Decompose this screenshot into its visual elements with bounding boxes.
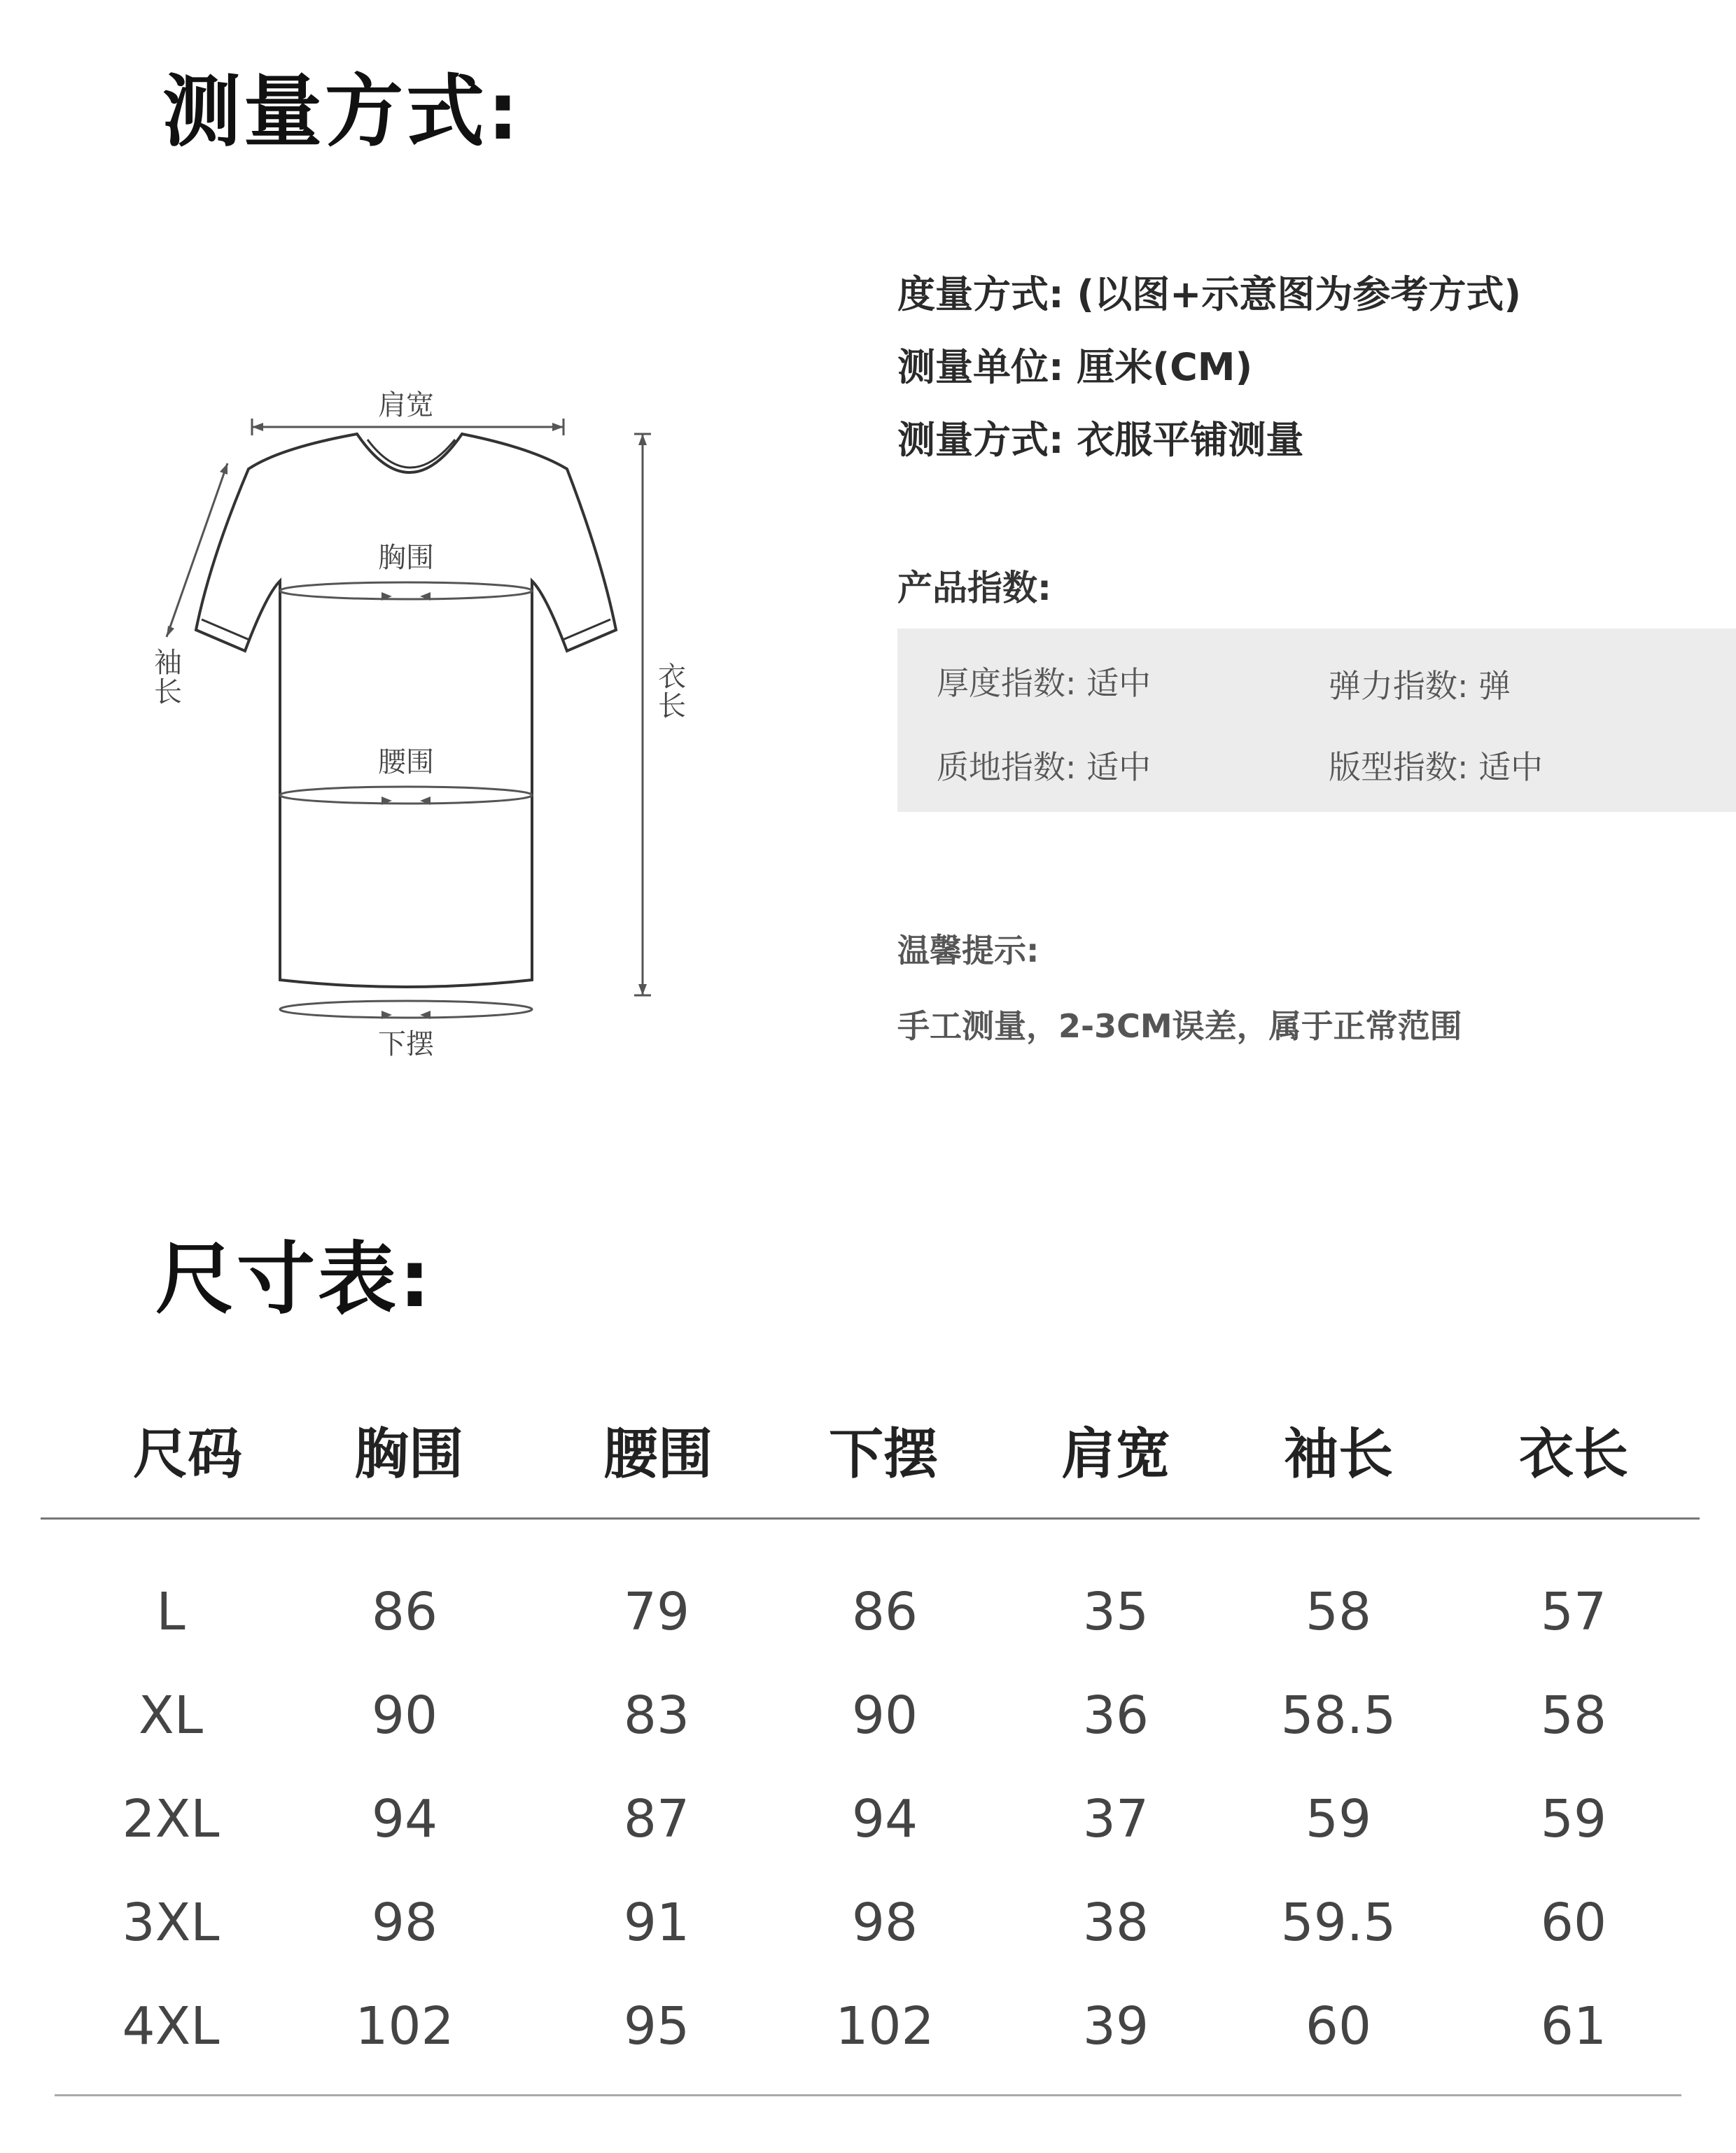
spec-line: 测量方式: 衣服平铺测量 xyxy=(897,418,1304,462)
cell-sleeve: 58 xyxy=(1305,1582,1372,1642)
index-item: 厚度指数: 适中 xyxy=(937,664,1152,702)
cell-chest: 94 xyxy=(371,1789,438,1849)
cell-length: 60 xyxy=(1540,1893,1607,1953)
cell-chest: 102 xyxy=(355,1996,454,2056)
tip-title: 温馨提示: xyxy=(897,932,1040,969)
cell-waist: 95 xyxy=(623,1996,690,2056)
cell-shoulder: 36 xyxy=(1082,1685,1149,1746)
index-item: 弹力指数: 弹 xyxy=(1329,667,1511,705)
size-table-title: 尺寸表: xyxy=(155,1234,433,1325)
index-item: 版型指数: 适中 xyxy=(1329,748,1544,786)
label-chest: 胸围 xyxy=(378,542,434,574)
header-sleeve: 袖长 xyxy=(1283,1423,1394,1486)
cell-sleeve: 60 xyxy=(1305,1996,1372,2056)
cell-size: XL xyxy=(139,1685,203,1746)
label-hem: 下摆 xyxy=(378,1028,434,1060)
table-header-divider xyxy=(41,1517,1700,1520)
header-hem: 下摆 xyxy=(828,1423,939,1486)
table-row xyxy=(0,1893,1736,1996)
header-waist: 腰围 xyxy=(603,1423,713,1486)
cell-shoulder: 39 xyxy=(1082,1996,1149,2056)
cell-shoulder: 37 xyxy=(1082,1789,1149,1849)
cell-size: 2XL xyxy=(122,1789,220,1849)
cell-hem: 102 xyxy=(835,1996,934,2056)
cell-sleeve: 59 xyxy=(1305,1789,1372,1849)
tshirt-outline xyxy=(196,434,616,987)
cell-waist: 79 xyxy=(623,1582,690,1642)
product-index-title: 产品指数: xyxy=(897,568,1051,608)
cell-size: 3XL xyxy=(122,1893,220,1953)
label-shoulder: 肩宽 xyxy=(378,389,434,421)
tip-text: 手工测量，2-3CM误差，属于正常范围 xyxy=(897,1007,1462,1045)
cell-waist: 91 xyxy=(623,1893,690,1953)
table-row xyxy=(0,1996,1736,2100)
spec-line: 测量单位: 厘米(CM) xyxy=(897,345,1253,389)
spec-line: 度量方式: (以图+示意图为参考方式) xyxy=(897,272,1521,316)
table-row xyxy=(0,1685,1736,1789)
cell-chest: 98 xyxy=(371,1893,438,1953)
cell-chest: 90 xyxy=(371,1685,438,1746)
cell-length: 58 xyxy=(1540,1685,1607,1746)
table-row xyxy=(0,1789,1736,1893)
cell-shoulder: 35 xyxy=(1082,1582,1149,1642)
label-length-1: 衣 xyxy=(658,661,686,693)
header-length: 衣长 xyxy=(1518,1423,1629,1486)
cell-sleeve: 59.5 xyxy=(1280,1893,1396,1953)
cell-size: 4XL xyxy=(122,1996,220,2056)
product-index-panel xyxy=(897,629,1736,812)
header-shoulder: 肩宽 xyxy=(1060,1423,1171,1486)
cell-waist: 83 xyxy=(623,1685,690,1746)
label-length-2: 长 xyxy=(658,690,686,722)
tshirt-measurement-diagram-icon xyxy=(140,378,686,1085)
cell-hem: 86 xyxy=(851,1582,918,1642)
cell-shoulder: 38 xyxy=(1082,1893,1149,1953)
cell-waist: 87 xyxy=(623,1789,690,1849)
cell-length: 59 xyxy=(1540,1789,1607,1849)
size-table-body xyxy=(0,1582,1736,2100)
cell-sleeve: 58.5 xyxy=(1280,1685,1396,1746)
index-item: 质地指数: 适中 xyxy=(937,748,1152,786)
size-table-header xyxy=(0,1410,1736,1487)
cell-length: 61 xyxy=(1540,1996,1607,2056)
cell-size: L xyxy=(156,1582,186,1642)
label-sleeve-2: 长 xyxy=(154,676,182,708)
table-bottom-divider xyxy=(55,2094,1681,2096)
cell-hem: 98 xyxy=(851,1893,918,1953)
measure-section-title: 测量方式: xyxy=(162,66,522,157)
table-row xyxy=(0,1582,1736,1685)
label-waist: 腰围 xyxy=(378,746,434,778)
cell-hem: 90 xyxy=(851,1685,918,1746)
header-size: 尺码 xyxy=(132,1423,243,1486)
cell-chest: 86 xyxy=(371,1582,438,1642)
header-chest: 胸围 xyxy=(354,1423,464,1486)
cell-hem: 94 xyxy=(851,1789,918,1849)
label-sleeve-1: 袖 xyxy=(154,647,182,679)
cell-length: 57 xyxy=(1540,1582,1607,1642)
